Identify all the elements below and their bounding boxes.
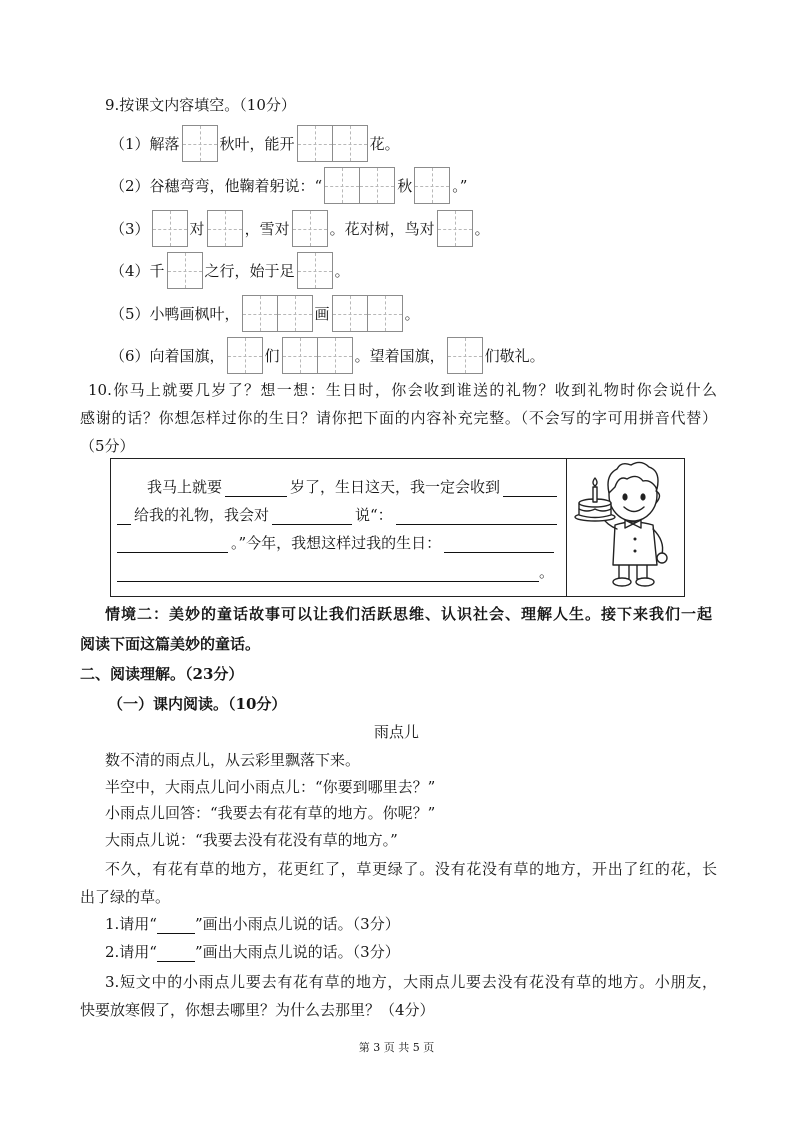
- scenario-text-line: 阅读下面这篇美妙的童话。: [80, 635, 261, 653]
- row-text: 画: [314, 304, 330, 323]
- answer-box: [324, 167, 360, 204]
- row-text: 们: [264, 346, 280, 365]
- passage-line: 数不清的雨点儿，从云彩里飘落下来。: [105, 751, 361, 769]
- answer-box: [167, 252, 203, 289]
- birthday-fill-table: [110, 458, 685, 597]
- page-footer: 第 3 页 共 5 页: [358, 1041, 435, 1054]
- answer-box-group: [207, 210, 243, 247]
- answer-box: [297, 252, 333, 289]
- answer-box: [297, 125, 333, 162]
- answer-box-group: [167, 252, 203, 289]
- answer-box: [152, 210, 188, 247]
- fill-text: 岁了，生日这天，我一定会收到: [290, 478, 501, 496]
- row-text: 。: [474, 219, 490, 238]
- answer-box-group: [447, 337, 483, 374]
- fill-text: 。: [538, 563, 554, 581]
- question-text: 2.请用“: [105, 943, 157, 961]
- answer-box-group: [414, 167, 450, 204]
- answer-blank: [272, 507, 352, 525]
- answer-box-group: [332, 295, 403, 332]
- row-text: 之行，始于足: [204, 261, 295, 280]
- answer-box: [447, 337, 483, 374]
- row-text: 秋叶，能开: [219, 134, 295, 153]
- answer-blank: [117, 564, 539, 582]
- answer-box: [367, 295, 403, 332]
- row-text: 。”: [452, 176, 468, 195]
- answer-box: [182, 125, 218, 162]
- answer-box-group: [297, 125, 368, 162]
- fill-text: 我马上就要: [147, 478, 223, 496]
- subsection-heading: （一）课内阅读。（10分）: [108, 695, 287, 713]
- boy-with-cake-illustration: [567, 459, 682, 595]
- row-text: ，雪对: [244, 219, 290, 238]
- underline-sample: [157, 945, 195, 962]
- answer-box: [282, 337, 318, 374]
- answer-box: [242, 295, 278, 332]
- row-text: 。: [404, 304, 420, 323]
- answer-blank: [225, 479, 287, 497]
- fill-text: 。”今年，我想这样过我的生日：: [231, 534, 442, 552]
- fill-text: 说“：: [355, 506, 393, 524]
- answer-blank: [117, 507, 131, 525]
- answer-box-group: [282, 337, 353, 374]
- row-text: 。望着国旗，: [354, 346, 445, 365]
- passage-line: 小雨点儿回答：“我要去有花有草的地方。你呢？”: [105, 804, 436, 822]
- fill-line-1: [117, 477, 560, 497]
- answer-blank: [444, 535, 554, 553]
- row-text: （1）解落: [110, 134, 180, 153]
- answer-box-group: [437, 210, 473, 247]
- answer-box-group: [182, 125, 218, 162]
- answer-box: [332, 295, 368, 332]
- answer-blank: [117, 535, 228, 553]
- row-text: （6）向着国旗，: [110, 346, 225, 365]
- birthday-fill-text-cell: [111, 459, 567, 596]
- row-text: 们敬礼。: [484, 346, 545, 365]
- fill-in-row-3: [110, 210, 490, 247]
- answer-blank: [396, 507, 557, 525]
- underline-sample: [157, 917, 195, 934]
- row-text: （2）谷穗弯弯，他鞠着躬说：“: [110, 176, 323, 195]
- fill-in-row-2: [110, 167, 467, 204]
- row-text: （3）: [110, 219, 150, 238]
- fill-line-3: [117, 533, 560, 553]
- question-10-prompt-line: 10.你马上就要几岁了？想一想：生日时，你会收到谁送的礼物？收到礼物时你会说什么: [88, 381, 717, 399]
- passage-line: 不久，有花有草的地方，花更红了，草更绿了。没有花没有草的地方，开出了红的花，长: [105, 860, 717, 878]
- question-2: [105, 942, 400, 962]
- section-heading: 二、阅读理解。（23分）: [80, 665, 244, 683]
- passage-line: 出了绿的草。: [80, 888, 171, 906]
- question-text: ”画出小雨点儿说的话。（3分）: [194, 915, 400, 933]
- fill-in-row-4: [110, 252, 350, 289]
- answer-box: [332, 125, 368, 162]
- row-text: （5）小鸭画枫叶，: [110, 304, 240, 323]
- scenario-text-line: 情境二：美妙的童话故事可以让我们活跃思维、认识社会、理解人生。接下来我们一起: [105, 605, 712, 623]
- answer-box: [317, 337, 353, 374]
- answer-box-group: [297, 252, 333, 289]
- row-text: 。花对树，鸟对: [329, 219, 435, 238]
- question-text: ”画出大雨点儿说的话。（3分）: [194, 943, 400, 961]
- illustration-cell: [567, 459, 684, 596]
- question-10-points: （5分）: [80, 437, 135, 455]
- fill-in-row-1: [110, 125, 400, 162]
- answer-box: [277, 295, 313, 332]
- passage-title: 雨点儿: [373, 723, 419, 741]
- fill-in-row-6: [110, 337, 545, 374]
- row-text: 对: [189, 219, 205, 238]
- answer-box: [414, 167, 450, 204]
- answer-box-group: [292, 210, 328, 247]
- answer-blank: [503, 479, 557, 497]
- answer-box: [227, 337, 263, 374]
- question-3-line: 3.短文中的小雨点儿要去有花有草的地方，大雨点儿要去没有花没有草的地方。小朋友，: [105, 973, 717, 991]
- answer-box: [359, 167, 395, 204]
- row-text: 花。: [369, 134, 400, 153]
- answer-box: [207, 210, 243, 247]
- answer-box: [292, 210, 328, 247]
- answer-box: [437, 210, 473, 247]
- passage-line: 半空中，大雨点儿问小雨点儿：“你要到哪里去？”: [105, 778, 436, 796]
- fill-text: 给我的礼物，我会对: [134, 506, 270, 524]
- fill-line-2: [117, 505, 560, 525]
- question-3-line: 快要放寒假了，你想去哪里？为什么去那里？（4分）: [80, 1001, 435, 1019]
- question-10-prompt-line: 感谢的话？你想怎样过你的生日？请你把下面的内容补充完整。（不会写的字可用拼音代替）: [80, 409, 717, 427]
- fill-line-4: [117, 562, 560, 582]
- passage-line: 大雨点儿说：“我要去没有花没有草的地方。”: [105, 831, 398, 849]
- question-9-title: 9.按课文内容填空。（10分）: [105, 96, 296, 114]
- fill-in-row-5: [110, 295, 420, 332]
- answer-box-group: [324, 167, 395, 204]
- question-text: 1.请用“: [105, 915, 157, 933]
- row-text: 秋: [397, 176, 413, 195]
- row-text: 。: [334, 261, 350, 280]
- question-1: [105, 914, 400, 934]
- answer-box-group: [152, 210, 188, 247]
- answer-box-group: [242, 295, 313, 332]
- answer-box-group: [227, 337, 263, 374]
- row-text: （4）千: [110, 261, 165, 280]
